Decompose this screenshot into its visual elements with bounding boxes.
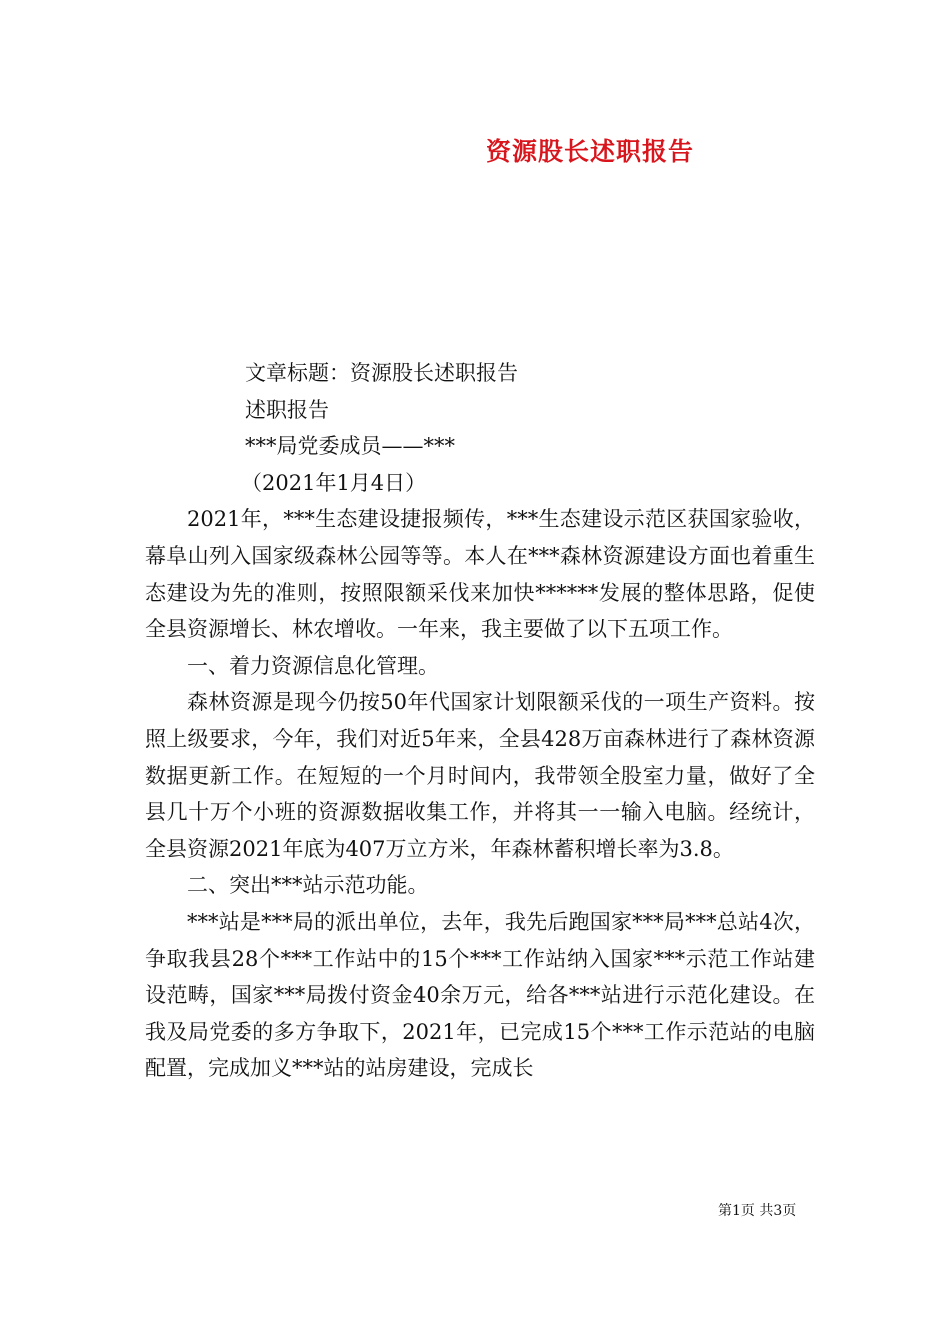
section-heading-1: 一、着力资源信息化管理。 [187,653,439,678]
article-title-line: 文章标题：资源股长述职报告 [245,361,518,385]
section-1-paragraph: 森林资源是现今仍按50年代国家计划限额采伐的一项生产资料。按照上级要求，今年，我们对近5年来，全县428万亩森林进行了森林资源数据更新工作。在短短的一个月时间内，我带领全股室力量，做好了全县几十万个小班的资源数据收集工作，并将其一一输入电脑。经统计，全县资源2021年底为407万立方米，年森林蓄积增长率为3.8。 [145,690,815,861]
date-line: （2021年1月4日） [241,470,427,495]
page-title: 资源股长述职报告 [485,137,694,166]
report-type-line: 述职报告 [245,397,329,422]
page-number-footer: 第1页 共3页 [718,1203,797,1219]
section-heading-2: 二、突出***站示范功能。 [187,873,429,898]
document-body [145,355,815,1087]
author-line: ***局党委成员——*** [245,434,455,459]
section-2-paragraph: ***站是***局的派出单位，去年，我先后跑国家***局***总站4次，争取我县28个***工作站中的15个***工作站纳入国家***示范工作站建设范畴，国家***局拨付资金40余万元，给各***站进行示范化建设。在我及局党委的多方争取下，2021年，已完成15个***工作示范站的电脑配置，完成加义***站的站房建设，完成长 [145,909,815,1081]
intro-paragraph: 2021年，***生态建设捷报频传，***生态建设示范区获国家验收，幕阜山列入国家级森林公园等等。本人在***森林资源建设方面也着重生态建设为先的准则，按照限额采伐来加快******发展的整体思路，促使全县资源增长、林农增收。一年来，我主要做了以下五项工作。 [145,507,815,642]
